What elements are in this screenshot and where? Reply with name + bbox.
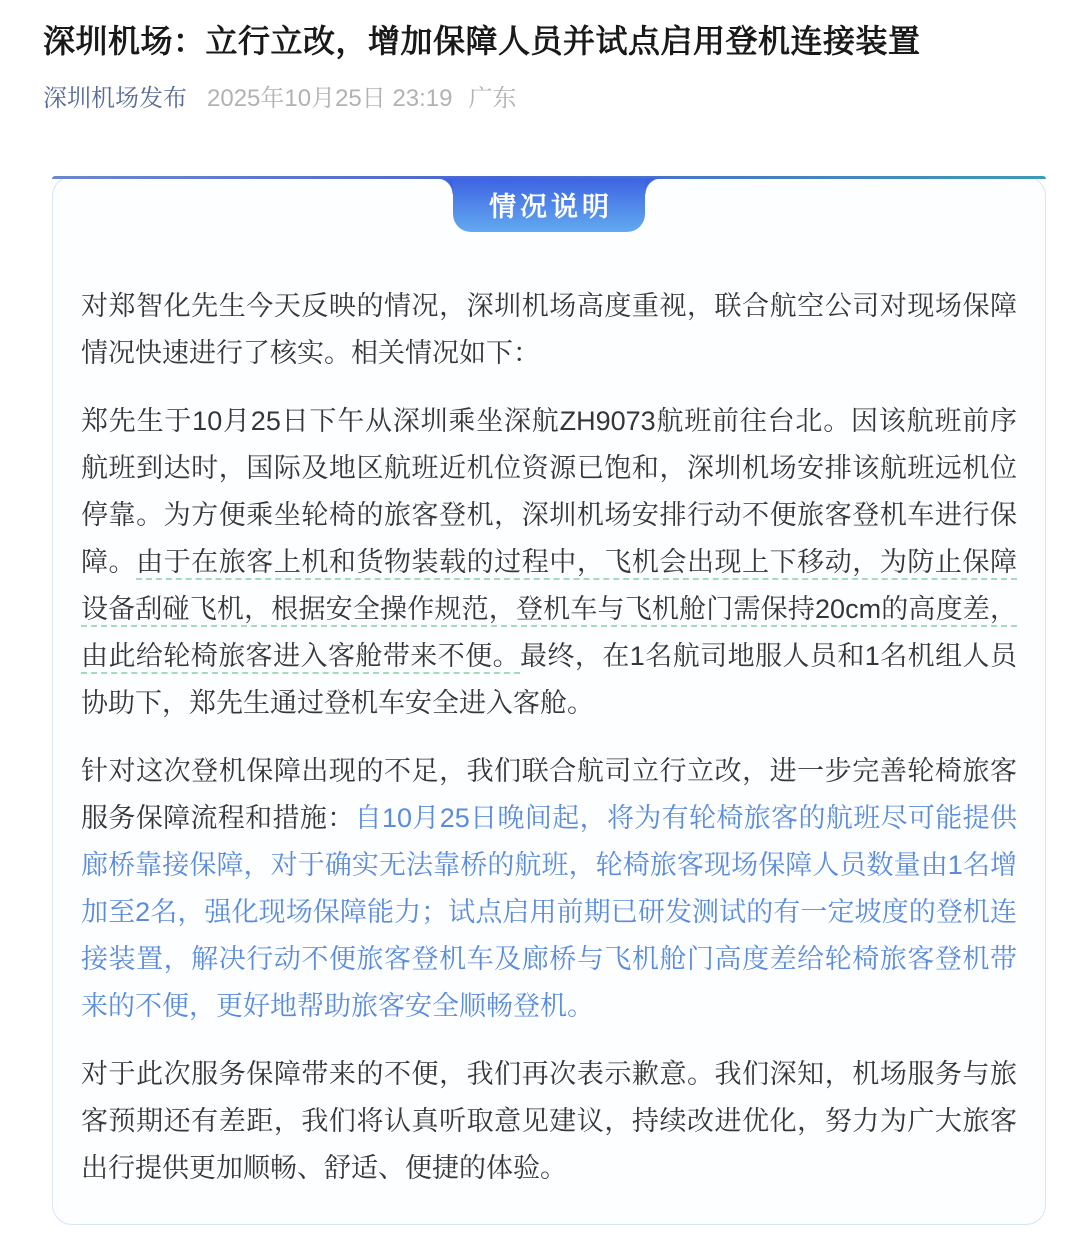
text-segment-normal: 最终，在1名航司地服人员和1名机组人员协助下，郑先生通过登机车安全进入客舱。 [81, 640, 1017, 718]
text-segment-normal: 针对这次登机保障出现的不足，我们联合航司立行立改，进一步完善轮椅旅客服务保障流程和措施： [81, 755, 1017, 833]
text-segment-highlight-blue: 自10月25日晚间起，将为有轮椅旅客的航班尽可能提供廊桥靠接保障，对于确实无法靠桥的航班，轮椅旅客现场保障人员数量由1名增加至2名，强化现场保障能力；试点启用前期已研发测试的有一定坡度的登机连接装置，解决行动不便旅客登机车及廊桥与飞机舱门高度差给轮椅旅客登机带来的不便，更好地帮助旅客安全顺畅登机。 [81, 802, 1017, 1021]
text-segment-underline-green: 由于在旅客上机和货物装载的过程中，飞机会出现上下移动，为防止保障设备刮碰飞机，根据安全操作规范，登机车与飞机舱门需保持20cm的高度差，由此给轮椅旅客进入客舱带来不便。 [81, 546, 1018, 671]
text-segment-normal: 对于此次服务保障带来的不便，我们再次表示歉意。我们深知，机场服务与旅客预期还有差距，我们将认真听取意见建议，持续改进优化，努力为广大旅客出行提供更加顺畅、舒适、便捷的体验。 [81, 1058, 1017, 1183]
status-badge: 情况说明 [453, 178, 645, 232]
publish-datetime: 2025年10月25日 23:19 [207, 85, 453, 113]
paragraph [81, 283, 1017, 377]
paragraph [81, 398, 1017, 727]
statement-body [81, 283, 1017, 1192]
byline [43, 85, 1037, 114]
account-link[interactable]: 深圳机场发布 [43, 85, 187, 113]
statement-badge-wrap [453, 178, 645, 232]
page-title: 深圳机场：立行立改，增加保障人员并试点启用登机连接装置 [43, 23, 921, 59]
text-segment-normal: 郑先生于10月25日下午从深圳乘坐深航ZH9073航班前往台北。因该航班前序航班到达时，国际及地区航班近机位资源已饱和，深圳机场安排该航班远机位停靠。为方便乘坐轮椅的旅客登机，深圳机场安排行动不便旅客登机车进行保障。 [81, 405, 1017, 577]
text-segment-normal: 对郑智化先生今天反映的情况，深圳机场高度重视，联合航空公司对现场保障情况快速进行了核实。相关情况如下： [81, 290, 1017, 368]
statement-card [52, 176, 1046, 1225]
publish-region: 广东 [468, 85, 517, 113]
article-header [0, 0, 1080, 114]
paragraph [81, 748, 1017, 1030]
paragraph [81, 1051, 1017, 1192]
